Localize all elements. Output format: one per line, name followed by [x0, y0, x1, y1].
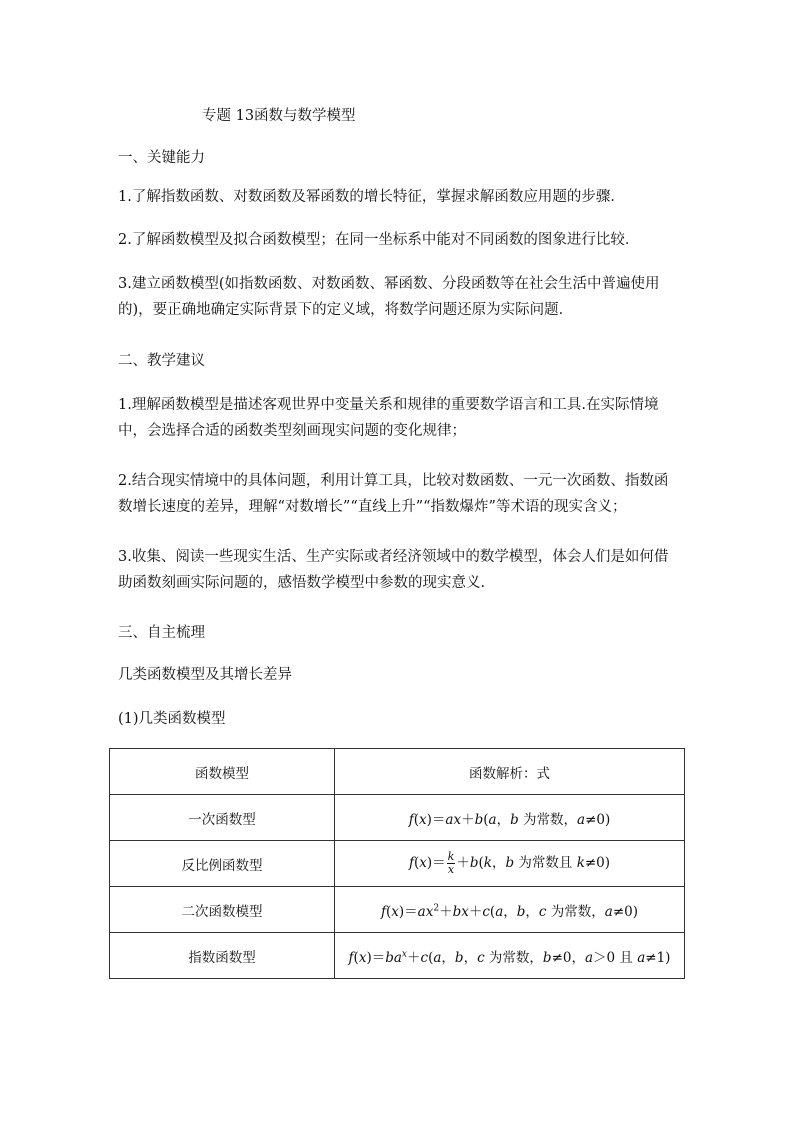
ability-item-2: 2.了解函数模型及拟合函数模型；在同一坐标系中能对不同函数的图象进行比较．: [118, 232, 640, 248]
suggestion-item-2: 2.结合现实情境中的具体问题，利用计算工具，比较对数函数、一元一次函数、指数函数增长速度的差异，理解“对数增长”“直线上升”“指数爆炸”等术语的现实含义；: [118, 473, 669, 515]
model-formula: f(x)＝ax＋b(a，b 为常数，a≠0): [335, 795, 685, 841]
model-name: 指数函数型: [110, 933, 335, 979]
suggestion-item-3: 3.收集、阅读一些现实生活、生产实际或者经济领域中的数学模型，体会人们是如何借助函数刻画实际问题的，感悟数学模型中参数的现实意义.: [118, 549, 669, 591]
table-header-row: [110, 749, 685, 795]
table-row: [110, 841, 685, 887]
model-name: 反比例函数型: [110, 841, 335, 887]
section-heading-key-abilities: 一、关键能力: [118, 150, 205, 166]
model-name: 一次函数型: [110, 795, 335, 841]
model-formula: $f(x)=ax^2+bx+c(a$，b，c 为常数，a≠0): [335, 887, 685, 933]
table-header-model: 函数模型: [110, 749, 335, 795]
subsection-heading: 几类函数模型及其增长差异: [118, 667, 292, 683]
table-row: [110, 795, 685, 841]
document-title: 专题 13函数与数学模型: [202, 108, 356, 124]
table-header-expression: 函数解析：式: [335, 749, 685, 795]
section-heading-self-review: 三、自主梳理: [118, 625, 205, 641]
function-model-table: [109, 748, 685, 979]
ability-item-1: 1.了解指数函数、对数函数及幂函数的增长特征，掌握求解函数应用题的步骤．: [118, 189, 625, 205]
model-formula: $f(x)=ba^x+c(a$，b，c 为常数，b≠0，a＞0 且 a≠1): [335, 933, 685, 979]
table-row: [110, 887, 685, 933]
suggestion-item-1: 1.理解函数模型是描述客观世界中变量关系和规律的重要数学语言和工具.在实际情境中，会选择合适的函数类型刻画现实问题的变化规律；: [118, 397, 659, 439]
ability-item-3: 3.建立函数模型(如指数函数、对数函数、幂函数、分段函数等在社会生活中普遍使用的)，要正确地确定实际背景下的定义域，将数学问题还原为实际问题．: [118, 276, 660, 318]
model-formula: f(x)＝ $\frac{k}{x}$ ＋b(k，b 为常数且 k≠0): [335, 841, 685, 887]
subsubsection-heading: (1)几类函数模型: [118, 711, 226, 727]
section-heading-teaching-suggestions: 二、教学建议: [118, 353, 205, 369]
model-name: 二次函数模型: [110, 887, 335, 933]
table-row: [110, 933, 685, 979]
fraction: $\frac{k}{x}$: [447, 850, 455, 876]
